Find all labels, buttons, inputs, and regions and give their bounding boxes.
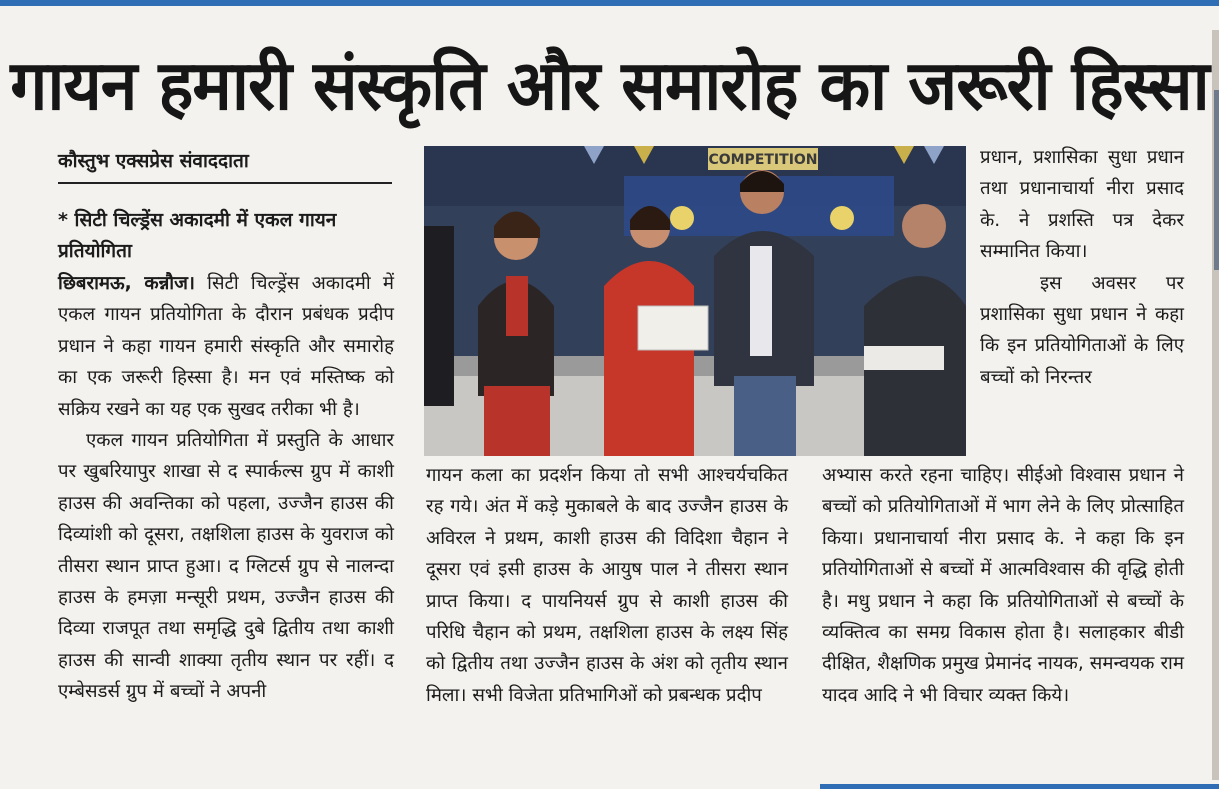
column-2 <box>426 460 788 711</box>
byline: कौस्तुभ एक्सप्रेस संवाददाता <box>58 150 249 172</box>
paragraph: एकल गायन प्रतियोगिता में प्रस्तुति के आधार पर खुबरियापुर शाखा से द स्पार्कल्स ग्रुप में काशी हाउस की अवन्तिका को पहला, उज्जैन हाउस की दिव्यांशी को दूसरा, तक्षशिला हाउस के युवराज को तीसरा स्थान प्राप्त हुआ। द ग्लिटर्स ग्रुप से नालन्दा हाउस के हमज़ा मन्सूरी प्रथम, उज्जैन हाउस की दिव्या राजपूत तथा समृद्धि दुबे द्वितीय तथा काशी हाउस की सान्वी शाक्या तृतीय स्थान पर रहीं। द एम्बेसडर्स ग्रुप में बच्चों ने अपनी <box>58 430 394 703</box>
certificate <box>638 306 708 350</box>
paragraph <box>58 268 394 425</box>
paragraph: अभ्यास करते रहना चाहिए। सीईओ विश्वास प्रधान ने बच्चों को प्रतियोगिताओं में भाग लेने के लिए प्रोत्साहित किया। प्रधानाचार्या नीरा प्रसाद के. ने कहा कि इन प्रतियोगिताओं से बच्चों में आत्मविश्वास की वृद्धि होती है। मधु प्रधान ने कहा कि प्रतियोगिताओं से बच्चों के व्यक्तित्व का समग्र विकास होता है। सलाहकार बीडी दीक्षित, शैक्षणिक प्रमुख प्रेमानंद नायक, समन्वयक राम यादव आदि ने भी विचार व्यक्त किये। <box>822 465 1184 706</box>
headline: गायन हमारी संस्कृति और समारोह का जरूरी हिस्सा <box>10 45 1209 126</box>
paragraph-text: सिटी चिल्ड्रेंस अकादमी में एकल गायन प्रतियोगिता के दौरान प्रबंधक प्रदीप प्रधान ने कहा गायन हमारी संस्कृति और समारोह का एक जरूरी हिस्सा है। मन एवं मस्तिष्क को सक्रिय रखने का यह एक सुखद तरीका भी है। <box>58 273 394 420</box>
paragraph: इस अवसर पर प्रशासिका सुधा प्रधान ने कहा कि इन प्रतियोगिताओं के लिए बच्चों को निरन्तर <box>980 272 1184 388</box>
column-3-top <box>980 142 1184 393</box>
paragraph: प्रधान, प्रशासिका सुधा प्रधान तथा प्रधानाचार्या नीरा प्रसाद के. ने प्रशस्ति पत्र देकर सम्मानित किया। <box>980 147 1184 263</box>
column-1 <box>58 268 394 708</box>
banner-text: COMPETITION <box>708 152 818 168</box>
column-3-bottom <box>822 460 1184 711</box>
news-photo <box>424 146 966 456</box>
subheadline: * सिटी चिल्ड्रेंस अकादमी में एकल गायन प्रतियोगिता <box>58 209 337 262</box>
bottom-accent-bar <box>820 784 1219 789</box>
top-accent-bar <box>0 0 1219 6</box>
dateline: छिबरामऊ, कन्नौज। <box>58 273 195 294</box>
byline-rule <box>58 182 392 184</box>
paragraph: गायन कला का प्रदर्शन किया तो सभी आश्चर्यचकित रह गये। अंत में कड़े मुकाबले के बाद उज्जैन हाउस के अविरल ने प्रथम, काशी हाउस की विदिशा चैहान ने दूसरा एवं इसी हाउस के आयुष पाल ने तीसरा स्थान प्राप्त किया। द पायनियर्स ग्रुप से काशी हाउस की परिधि चैहान को प्रथम, तक्षशिला हाउस के लक्ष्य सिंह को द्वितीय तथा उज्जैन हाउस के अंश को तृतीय स्थान मिला। सभी विजेता प्रतिभागिओं को प्रबन्धक प्रदीप <box>426 465 788 706</box>
